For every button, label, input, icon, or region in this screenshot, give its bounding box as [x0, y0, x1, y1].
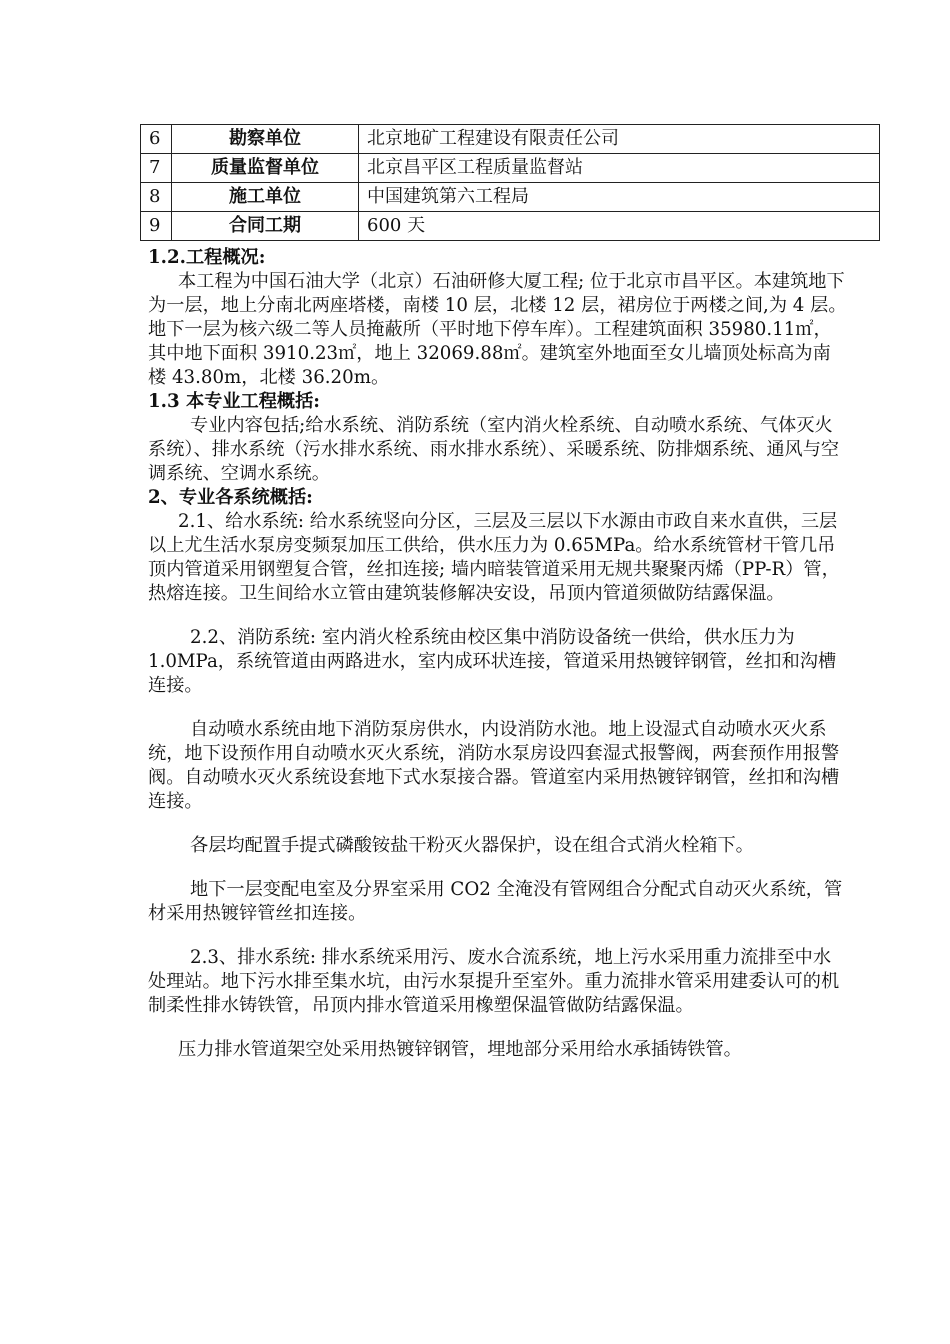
row-label: 质量监督单位 [172, 154, 359, 183]
table-row [141, 183, 880, 212]
row-label: 施工单位 [172, 183, 359, 212]
paragraph-project-overview: 本工程为中国石油大学（北京）石油研修大厦工程; 位于北京市昌平区。本建筑地下为一层，地上分南北两座塔楼，南楼 10 层，北楼 12 层，裙房位于两楼之间,为 4 层。地下一层为核六级二等人员掩蔽所（平时地下停车库）。工程建筑面积 35980.11㎡，其中地下面积 3910.23㎡，地上 32069.88㎡。建筑室外地面至女儿墙顶处标高为南楼 43.80m，北楼 36.20m。 [148, 271, 847, 388]
heading-discipline-overview: 1.3 本专业工程概括: [148, 391, 320, 412]
row-label: 合同工期 [172, 212, 359, 241]
row-value: 600 天 [359, 212, 880, 241]
project-info-table [140, 124, 880, 241]
document-body [148, 246, 848, 1062]
table-row [141, 212, 880, 241]
paragraph-fire-protection: 2.2、消防系统: 室内消火栓系统由校区集中消防设备统一供给，供水压力为 1.0MPa，系统管道由两路进水，室内成环状连接，管道采用热镀锌钢管，丝扣和沟槽连接。 [148, 627, 837, 696]
row-number: 9 [141, 212, 172, 241]
row-value: 中国建筑第六工程局 [359, 183, 880, 212]
row-label: 勘察单位 [172, 125, 359, 154]
row-value: 北京地矿工程建设有限责任公司 [359, 125, 880, 154]
paragraph-gas-suppression: 地下一层变配电室及分界室采用 CO2 全淹没有管网组合分配式自动灭火系统，管材采用热镀锌管丝扣连接。 [148, 879, 843, 924]
heading-systems-overview: 2、专业各系统概括: [148, 487, 313, 508]
paragraph-discipline-overview: 专业内容包括;给水系统、消防系统（室内消火栓系统、自动喷水系统、气体灭火系统）、排水系统（污水排水系统、雨水排水系统）、采暖系统、防排烟系统、通风与空调系统、空调水系统。 [148, 415, 840, 484]
row-value: 北京昌平区工程质量监督站 [359, 154, 880, 183]
heading-project-overview: 1.2.工程概况: [148, 247, 266, 268]
paragraph-extinguishers: 各层均配置手提式磷酸铵盐干粉灭火器保护，设在组合式消火栓箱下。 [190, 835, 754, 856]
paragraph-water-supply: 2.1、给水系统: 给水系统竖向分区，三层及三层以下水源由市政自来水直供，三层以上尤生活水泵房变频泵加压工供给，供水压力为 0.65MPa。给水系统管材干管几吊顶内管道采用钢塑复合管，丝扣连接; 墙内暗装管道采用无规共聚聚丙烯（PP-R）管，热熔连接。卫生间给水立管由建筑装修解决安设，吊顶内管道须做防结露保温。 [148, 511, 840, 604]
paragraph-pressure-drainage: 压力排水管道架空处采用热镀锌钢管，埋地部分采用给水承插铸铁管。 [178, 1039, 742, 1060]
row-number: 6 [141, 125, 172, 154]
paragraph-drainage: 2.3、排水系统: 排水系统采用污、废水合流系统，地上污水采用重力流排至中水处理站。地下污水排至集水坑，由污水泵提升至室外。重力流排水管采用建委认可的机制柔性排水铸铁管，吊顶内排水管道采用橡塑保温管做防结露保温。 [148, 947, 840, 1016]
paragraph-sprinkler: 自动喷水系统由地下消防泵房供水，内设消防水池。地上设湿式自动喷水灭火系统，地下设预作用自动喷水灭火系统，消防水泵房设四套湿式报警阀，两套预作用报警阀。自动喷水灭火系统设套地下式水泵接合器。管道室内采用热镀锌钢管，丝扣和沟槽连接。 [148, 719, 840, 812]
row-number: 8 [141, 183, 172, 212]
row-number: 7 [141, 154, 172, 183]
table-row [141, 125, 880, 154]
table-row [141, 154, 880, 183]
